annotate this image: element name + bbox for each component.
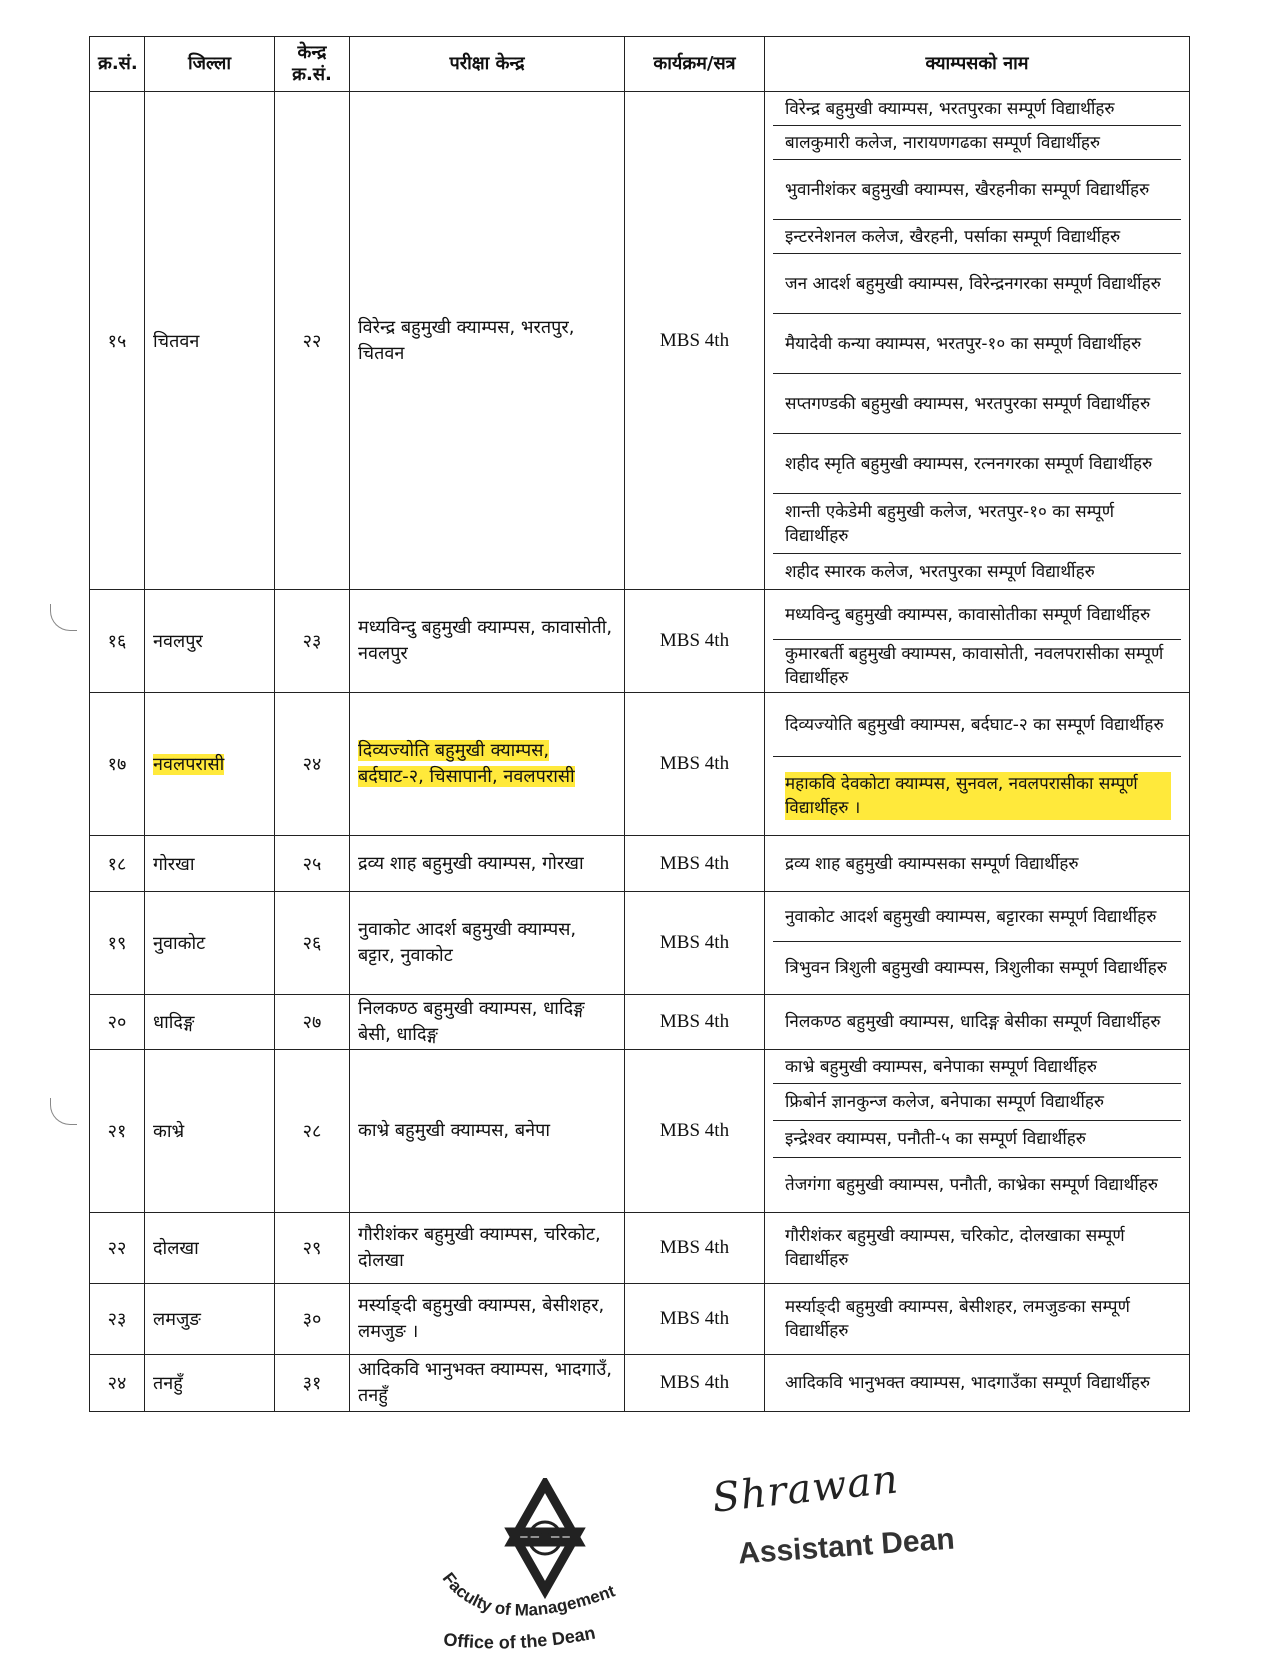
row-program: MBS 4th <box>625 1284 765 1355</box>
binder-hole-mark <box>50 604 77 631</box>
campus-item: विरेन्द्र बहुमुखी क्याम्पस, भरतपुरका सम्पूर्ण विद्यार्थीहरु <box>773 92 1181 126</box>
campus-item: शान्ती एकेडेमी बहुमुखी कलेज, भरतपुर-१० का सम्पूर्ण विद्यार्थीहरु <box>773 494 1181 554</box>
row-district: लमजुङ <box>145 1284 275 1355</box>
campus-item: द्रव्य शाह बहुमुखी क्याम्पसका सम्पूर्ण विद्यार्थीहरु <box>785 853 1079 874</box>
row-center-no: २४ <box>275 693 350 836</box>
header-program: कार्यक्रम/सत्र <box>625 37 765 92</box>
row-center: गौरीशंकर बहुमुखी क्याम्पस, चरिकोट, दोलखा <box>350 1213 625 1284</box>
campus-item: बालकुमारी कलेज, नारायणगढका सम्पूर्ण विद्यार्थीहरु <box>773 126 1181 160</box>
row-sn: १७ <box>90 693 145 836</box>
row-center: मध्यविन्दु बहुमुखी क्याम्पस, कावासोती, नवलपुर <box>350 590 625 693</box>
campus-item: सप्तगण्डकी बहुमुखी क्याम्पस, भरतपुरका सम्पूर्ण विद्यार्थीहरु <box>773 374 1181 434</box>
row-center-no: २३ <box>275 590 350 693</box>
row-center-no: २९ <box>275 1213 350 1284</box>
row-center: मर्स्याङ्दी बहुमुखी क्याम्पस, बेसीशहर, लमजुङ । <box>350 1284 625 1355</box>
row-program: MBS 4th <box>625 836 765 892</box>
row-campus-list <box>765 995 1190 1050</box>
row-center: आदिकवि भानुभक्त क्याम्पस, भादगाउँ, तनहुँ <box>350 1355 625 1412</box>
row-center: निलकण्ठ बहुमुखी क्याम्पस, धादिङ्ग बेसी, धादिङ्ग <box>350 995 625 1050</box>
row-program: MBS 4th <box>625 892 765 995</box>
row-center-no: २८ <box>275 1050 350 1213</box>
row-district: नवलपुर <box>145 590 275 693</box>
table-row <box>90 1050 1190 1213</box>
row-sn: २३ <box>90 1284 145 1355</box>
row-program: MBS 4th <box>625 590 765 693</box>
svg-text:Faculty of Management <box>439 1569 618 1620</box>
table-row <box>90 892 1190 995</box>
table-row <box>90 590 1190 693</box>
signature: Shrawan <box>710 1456 901 1522</box>
row-center <box>350 693 625 836</box>
row-district: दोलखा <box>145 1213 275 1284</box>
campus-item: मर्स्याङ्दी बहुमुखी क्याम्पस, बेसीशहर, लमजुङका सम्पूर्ण विद्यार्थीहरु <box>785 1297 1130 1341</box>
header-campus: क्याम्पसको नाम <box>765 37 1190 92</box>
row-sn: २४ <box>90 1355 145 1412</box>
row-district: काभ्रे <box>145 1050 275 1213</box>
row-district: गोरखा <box>145 836 275 892</box>
campus-item: इन्टरनेशनल कलेज, खैरहनी, पर्साका सम्पूर्ण विद्यार्थीहरु <box>773 220 1181 254</box>
row-center-no: २५ <box>275 836 350 892</box>
campus-item: निलकण्ठ बहुमुखी क्याम्पस, धादिङ्ग बेसीका सम्पूर्ण विद्यार्थीहरु <box>785 1012 1161 1032</box>
header-sn: क्र.सं. <box>90 37 145 92</box>
seal-text-line2: Office of the Dean <box>442 1622 597 1650</box>
row-district: तनहुँ <box>145 1355 275 1412</box>
campus-item <box>773 757 1181 835</box>
row-program: MBS 4th <box>625 1355 765 1412</box>
table-row <box>90 1284 1190 1355</box>
row-center-no: २२ <box>275 92 350 590</box>
table-row <box>90 92 1190 590</box>
signatory-title: Assistant Dean <box>737 1522 956 1571</box>
campus-item: काभ्रे बहुमुखी क्याम्पस, बनेपाका सम्पूर्ण विद्यार्थीहरु <box>773 1050 1181 1084</box>
row-district <box>145 693 275 836</box>
campus-item: त्रिभुवन त्रिशुली बहुमुखी क्याम्पस, त्रिशुलीका सम्पूर्ण विद्यार्थीहरु <box>785 958 1167 978</box>
office-seal <box>430 1478 660 1650</box>
header-center-no: केन्द्र क्र.सं. <box>275 37 350 92</box>
campus-item: नुवाकोट आदर्श बहुमुखी क्याम्पस, बट्टारका सम्पूर्ण विद्यार्थीहरु <box>773 892 1181 942</box>
row-sn: १६ <box>90 590 145 693</box>
highlighted-district: नवलपरासी <box>153 754 225 775</box>
campus-item: दिव्यज्योति बहुमुखी क्याम्पस, बर्दघाट-२ का सम्पूर्ण विद्यार्थीहरु <box>773 693 1181 757</box>
row-sn: २२ <box>90 1213 145 1284</box>
row-campus-list <box>765 1355 1190 1412</box>
row-sn: २१ <box>90 1050 145 1213</box>
campus-item: आदिकवि भानुभक्त क्याम्पस, भादगाउँका सम्पूर्ण विद्यार्थीहरु <box>785 1373 1151 1393</box>
table-row <box>90 995 1190 1050</box>
row-sn: १८ <box>90 836 145 892</box>
row-sn: २० <box>90 995 145 1050</box>
row-program: MBS 4th <box>625 1050 765 1213</box>
table-row <box>90 836 1190 892</box>
row-campus-list <box>765 1284 1190 1355</box>
row-campus-list <box>765 892 1190 995</box>
row-center-no: २७ <box>275 995 350 1050</box>
table-row <box>90 1355 1190 1412</box>
row-district: धादिङ्ग <box>145 995 275 1050</box>
campus-item: शहीद स्मृति बहुमुखी क्याम्पस, रत्ननगरका सम्पूर्ण विद्यार्थीहरु <box>773 434 1181 494</box>
row-program: MBS 4th <box>625 1213 765 1284</box>
campus-item: इन्द्रेश्वर क्याम्पस, पनौती-५ का सम्पूर्ण विद्यार्थीहरु <box>773 1121 1181 1158</box>
row-campus-list <box>765 92 1190 590</box>
row-campus-list <box>765 590 1190 693</box>
table-row <box>90 693 1190 836</box>
header-center: परीक्षा केन्द्र <box>350 37 625 92</box>
campus-item: शहीद स्मारक कलेज, भरतपुरका सम्पूर्ण विद्यार्थीहरु <box>785 561 1095 582</box>
campus-item: फ्रिबोर्न ज्ञानकुन्ज कलेज, बनेपाका सम्पूर्ण विद्यार्थीहरु <box>773 1084 1181 1121</box>
row-sn: १५ <box>90 92 145 590</box>
row-center-no: ३१ <box>275 1355 350 1412</box>
campus-item: भुवानीशंकर बहुमुखी क्याम्पस, खैरहनीका सम्पूर्ण विद्यार्थीहरु <box>773 160 1181 220</box>
row-campus-list <box>765 693 1190 836</box>
campus-item: मध्यविन्दु बहुमुखी क्याम्पस, कावासोतीका सम्पूर्ण विद्यार्थीहरु <box>773 590 1181 640</box>
highlighted-center: दिव्यज्योति बहुमुखी क्याम्पस, बर्दघाट-२, चिसापानी, नवलपरासी <box>358 740 575 787</box>
header-row <box>90 37 1190 92</box>
row-campus-list <box>765 1213 1190 1284</box>
header-district: जिल्ला <box>145 37 275 92</box>
exam-center-table <box>89 36 1190 1412</box>
row-center: काभ्रे बहुमुखी क्याम्पस, बनेपा <box>350 1050 625 1213</box>
campus-item: तेजगंगा बहुमुखी क्याम्पस, पनौती, काभ्रेका सम्पूर्ण विद्यार्थीहरु <box>785 1175 1158 1195</box>
row-program: MBS 4th <box>625 995 765 1050</box>
svg-text:Office of the Dean <box>442 1623 597 1650</box>
seal-star-icon <box>430 1478 660 1650</box>
row-district: चितवन <box>145 92 275 590</box>
table-row <box>90 1213 1190 1284</box>
campus-item: मैयादेवी कन्या क्याम्पस, भरतपुर-१० का सम्पूर्ण विद्यार्थीहरु <box>773 314 1181 374</box>
campus-item: जन आदर्श बहुमुखी क्याम्पस, विरेन्द्रनगरका सम्पूर्ण विद्यार्थीहरु <box>773 254 1181 314</box>
row-campus-list <box>765 1050 1190 1213</box>
row-program: MBS 4th <box>625 693 765 836</box>
row-center-no: ३० <box>275 1284 350 1355</box>
row-district: नुवाकोट <box>145 892 275 995</box>
campus-item: गौरीशंकर बहुमुखी क्याम्पस, चरिकोट, दोलखाका सम्पूर्ण विद्यार्थीहरु <box>785 1226 1125 1270</box>
seal-text-line1: Faculty of Management <box>438 1568 618 1620</box>
row-campus-list <box>765 836 1190 892</box>
binder-hole-mark <box>50 1098 77 1125</box>
campus-item: कुमारबर्ती बहुमुखी क्याम्पस, कावासोती, नवलपरासीका सम्पूर्ण विद्यार्थीहरु <box>785 644 1164 688</box>
highlighted-campus: महाकवि देवकोटा क्याम्पस, सुनवल, नवलपरासीका सम्पूर्ण विद्यार्थीहरु । <box>785 772 1171 820</box>
row-sn: १९ <box>90 892 145 995</box>
row-program: MBS 4th <box>625 92 765 590</box>
row-center: नुवाकोट आदर्श बहुमुखी क्याम्पस, बट्टार, नुवाकोट <box>350 892 625 995</box>
row-center: विरेन्द्र बहुमुखी क्याम्पस, भरतपुर, चितवन <box>350 92 625 590</box>
row-center-no: २६ <box>275 892 350 995</box>
row-center: द्रव्य शाह बहुमुखी क्याम्पस, गोरखा <box>350 836 625 892</box>
